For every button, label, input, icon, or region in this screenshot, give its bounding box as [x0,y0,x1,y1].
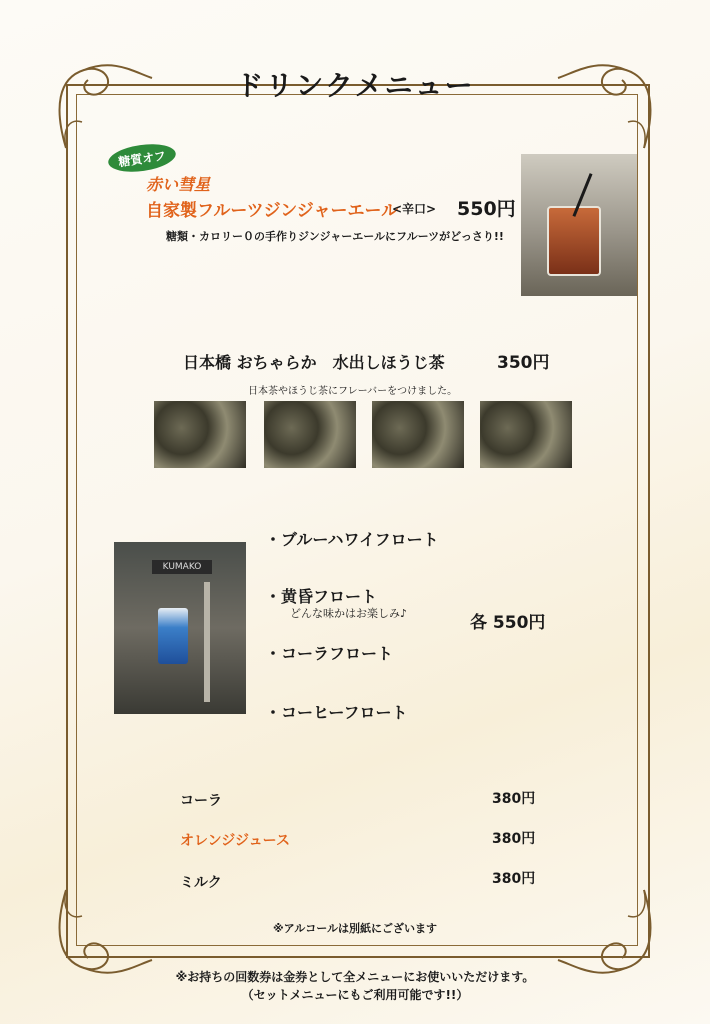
menu-title: ドリンクメニュー [235,69,475,102]
footer-line-1: ※お持ちの回数券は金券として全メニューにお使いいただけます。 [175,970,535,984]
float-item-1: ・ブルーハワイフロート [265,530,439,549]
float-note: どんな味かはお楽しみ♪ [290,607,408,620]
drink-orange-price: 380円 [492,831,536,847]
feature-subtitle: 赤い彗星 [146,175,211,194]
drink-orange-name: オレンジジュース [180,833,290,849]
drink-cola-price: 380円 [492,791,536,807]
tea-description: 日本茶やほうじ茶にフレーバーをつけました。 [248,386,458,397]
footer-line-2: （セットメニューにもご利用可能です!!） [241,988,469,1002]
feature-tag: <辛口> [392,202,437,216]
tea-name: 日本橋 おちゃらか 水出しほうじ茶 [183,353,445,372]
tea-price: 350円 [497,353,550,373]
float-item-2: ・黄昏フロート [265,587,378,606]
float-photo [114,542,246,714]
drink-milk-price: 380円 [492,871,536,887]
photo-sign: KUMAKO [152,560,212,574]
float-item-3: ・コーラフロート [265,644,394,663]
tea-leaves-photo-4 [480,401,572,468]
tea-leaves-photo-2 [264,401,356,468]
float-item-4: ・コーヒーフロート [265,703,408,722]
alcohol-note: ※アルコールは別紙にございます [272,922,438,935]
feature-name: 自家製フルーツジンジャーエール [146,201,399,221]
sugar-off-badge: 糖質オフ [107,140,178,175]
float-price: 各 550円 [470,613,546,633]
feature-description: 糖類・カロリー０の手作りジンジャーエールにフルーツがどっさり!! [166,230,504,243]
drink-cola-name: コーラ [180,793,222,809]
tea-leaves-photo-1 [154,401,246,468]
ginger-ale-photo [521,154,637,296]
feature-price: 550円 [457,198,516,220]
tea-leaves-photo-3 [372,401,464,468]
drink-milk-name: ミルク [180,875,222,891]
